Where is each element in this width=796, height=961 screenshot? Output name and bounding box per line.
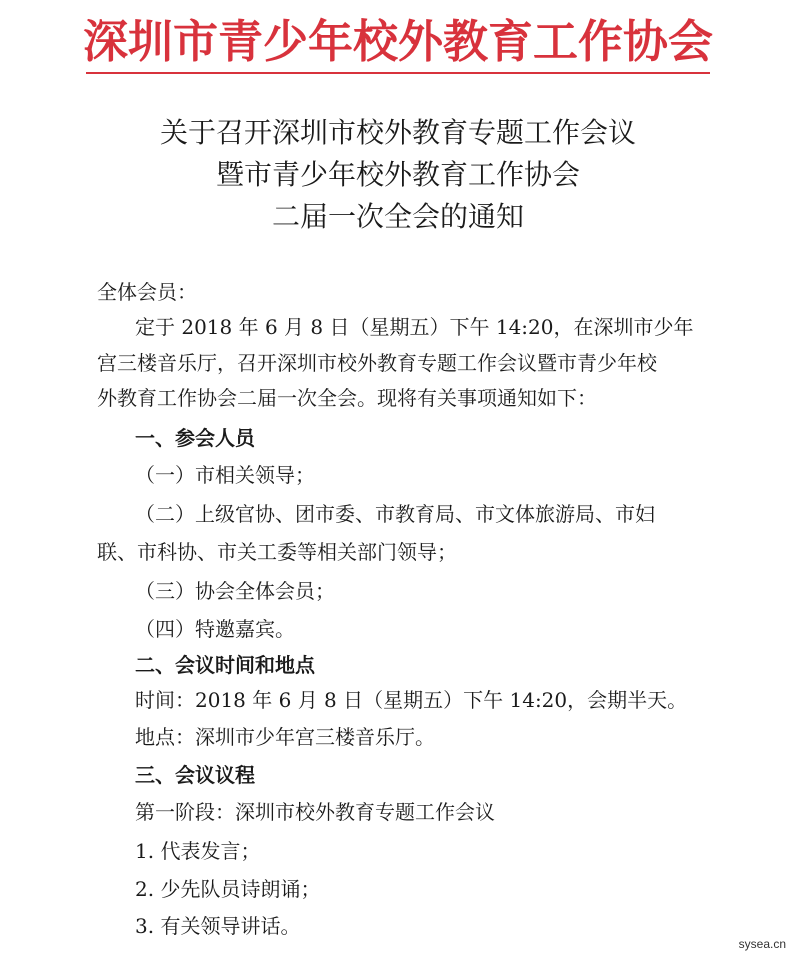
letterhead-divider [86, 72, 710, 74]
agenda-item: 1. 代表发言； [135, 839, 261, 863]
section3-heading: 三、会议议程 [135, 763, 255, 787]
title-line-2: 暨市青少年校外教育工作协会 [215, 158, 580, 191]
section1-item: （四）特邀嘉宾。 [135, 617, 295, 641]
title-line-1: 关于召开深圳市校外教育专题工作会议 [159, 116, 636, 149]
section1-item: （二）上级官协、团市委、市教育局、市文体旅游局、市妇 [135, 502, 655, 526]
agenda-item: 2. 少先队员诗朗诵； [135, 877, 321, 901]
section2-heading: 二、会议时间和地点 [135, 653, 315, 677]
organization-letterhead: 深圳市青少年校外教育工作协会 [82, 15, 713, 68]
meeting-time: 时间：2018 年 6 月 8 日（星期五）下午 14:20，会期半天。 [135, 688, 688, 712]
intro-line-2: 宫三楼音乐厅，召开深圳市校外教育专题工作会议暨市青少年校 [97, 351, 657, 375]
section1-item: 联、市科协、市关工委等相关部门领导； [97, 540, 457, 564]
site-watermark: sysea.cn [738, 937, 786, 951]
notice-title [0, 112, 796, 238]
section1-item: （三）协会全体会员； [135, 579, 335, 603]
title-line-3: 二届一次全会的通知 [271, 200, 524, 233]
intro-line-3: 外教育工作协会二届一次全会。现将有关事项通知如下： [97, 386, 597, 410]
agenda-stage1: 第一阶段：深圳市校外教育专题工作会议 [135, 800, 495, 824]
intro-line-1: 定于 2018 年 6 月 8 日（星期五）下午 14:20，在深圳市少年 [135, 315, 694, 339]
section1-heading: 一、参会人员 [135, 426, 255, 450]
salutation: 全体会员： [97, 280, 197, 304]
section1-item: （一）市相关领导； [135, 463, 315, 487]
meeting-place: 地点：深圳市少年宫三楼音乐厅。 [135, 725, 435, 749]
agenda-item: 3. 有关领导讲话。 [135, 914, 301, 938]
